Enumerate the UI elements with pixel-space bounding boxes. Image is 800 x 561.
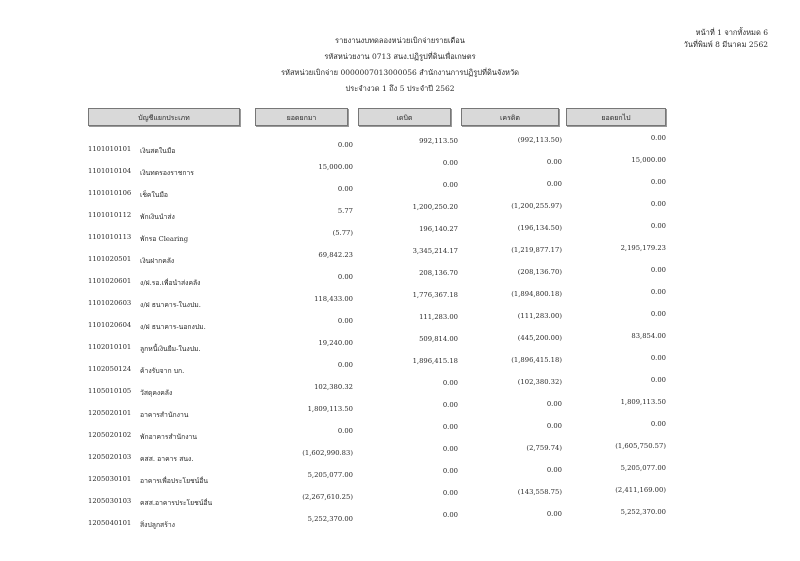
table-row xyxy=(0,464,800,490)
account-name: ง/ฝ ธนาคาร-นอกงปม. xyxy=(140,323,206,331)
brought-forward-value: 118,433.00 xyxy=(314,295,353,303)
report-title: รายงานงบทดลองหน่วยเบิกจ่ายรายเดือน xyxy=(335,36,465,45)
account-code: 1205020101 xyxy=(88,409,132,417)
debit-value: 992,113.50 xyxy=(419,137,458,145)
brought-forward-value: 1,809,113.50 xyxy=(307,405,353,413)
account-name: คสส.อาคารประโยชน์อื่น xyxy=(140,499,213,507)
brought-forward-value: (1,602,990.83) xyxy=(302,449,353,457)
credit-value: 0.00 xyxy=(546,510,562,518)
account-name: ง/ฝ ธนาคาร-ในงปม. xyxy=(140,301,201,309)
brought-forward-value: 5.77 xyxy=(337,207,353,215)
account-code: 1101020604 xyxy=(88,321,132,329)
brought-forward-value: 0.00 xyxy=(337,185,353,193)
period-line: ประจำงวด 1 ถึง 5 ประจำปี 2562 xyxy=(345,84,455,93)
debit-value: 196,140.27 xyxy=(419,225,458,233)
brought-forward-value: 0.00 xyxy=(337,141,353,149)
table-row xyxy=(0,376,800,402)
debit-value: 0.00 xyxy=(442,511,458,519)
account-code: 1205020102 xyxy=(88,431,132,439)
account-code: 1101010101 xyxy=(88,145,132,153)
brought-forward-value: 102,380.32 xyxy=(314,383,353,391)
account-code: 1102010101 xyxy=(88,343,132,351)
carried-forward-value: (2,411,169.00) xyxy=(615,486,666,494)
credit-value: (143,558.75) xyxy=(517,488,562,496)
account-name: อาคารเพื่อประโยชน์อื่น xyxy=(140,477,209,485)
debit-value: 0.00 xyxy=(442,379,458,387)
carried-forward-value: 5,205,077.00 xyxy=(620,464,666,472)
carried-forward-value: 0.00 xyxy=(650,288,666,296)
col-header-brought-forward: ยอดยกมา xyxy=(255,108,348,126)
brought-forward-value: (2,267,610.25) xyxy=(302,493,353,501)
credit-value: (2,759.74) xyxy=(526,444,562,452)
brought-forward-value: 0.00 xyxy=(337,361,353,369)
account-name: เงินฝากคลัง xyxy=(140,257,175,265)
account-code: 1205020103 xyxy=(88,453,132,461)
carried-forward-value: 0.00 xyxy=(650,178,666,186)
brought-forward-value: 5,252,370.00 xyxy=(307,515,353,523)
credit-value: 0.00 xyxy=(546,158,562,166)
account-name: อาคารสำนักงาน xyxy=(140,411,189,419)
debit-value: 1,776,367.18 xyxy=(412,291,458,299)
carried-forward-value: 5,252,370.00 xyxy=(620,508,666,516)
account-name: พักเงินนำส่ง xyxy=(140,213,175,221)
debit-value: 0.00 xyxy=(442,159,458,167)
debit-value: 1,896,415.18 xyxy=(412,357,458,365)
table-row xyxy=(0,222,800,248)
account-code: 1101010113 xyxy=(88,233,132,241)
account-name: ค้างรับจาก บก. xyxy=(140,367,185,375)
account-name: พักรอ Clearing xyxy=(140,235,189,243)
credit-value: 0.00 xyxy=(546,466,562,474)
brought-forward-value: 15,000.00 xyxy=(318,163,353,171)
brought-forward-value: 69,842.23 xyxy=(318,251,353,259)
credit-value: (445,200.00) xyxy=(517,334,562,342)
col-header-account: บัญชีแยกประเภท xyxy=(88,108,240,126)
debit-value: 0.00 xyxy=(442,401,458,409)
carried-forward-value: 0.00 xyxy=(650,420,666,428)
account-name: วัสดุคงคลัง xyxy=(140,389,173,397)
table-row xyxy=(0,244,800,270)
account-code: 1102050124 xyxy=(88,365,132,373)
table-row xyxy=(0,442,800,468)
table-row xyxy=(0,200,800,226)
table-row xyxy=(0,178,800,204)
account-code: 1101020603 xyxy=(88,299,132,307)
table-row xyxy=(0,134,800,160)
account-code: 1205030101 xyxy=(88,475,132,483)
credit-value: (1,219,877.17) xyxy=(511,246,562,254)
debit-value: 0.00 xyxy=(442,181,458,189)
table-row xyxy=(0,398,800,424)
carried-forward-value: (1,605,750.57) xyxy=(615,442,666,450)
account-name: เงินทดรองราชการ xyxy=(140,169,194,177)
debit-value: 0.00 xyxy=(442,423,458,431)
carried-forward-value: 0.00 xyxy=(650,310,666,318)
account-name: ง/ฝ.รอ.เพื่อนำส่งคลัง xyxy=(140,279,201,287)
debit-value: 111,283.00 xyxy=(419,313,458,321)
page-info: หน้าที่ 1 จากทั้งหมด 6 xyxy=(695,28,768,37)
carried-forward-value: 83,854.00 xyxy=(631,332,666,340)
table-row xyxy=(0,486,800,512)
table-row xyxy=(0,310,800,336)
credit-value: (1,896,415.18) xyxy=(511,356,562,364)
account-name: ลูกหนี้เงินยืม-ในงปม. xyxy=(140,345,201,353)
credit-value: 0.00 xyxy=(546,180,562,188)
debit-value: 3,345,214.17 xyxy=(412,247,458,255)
debit-value: 509,814.00 xyxy=(419,335,458,343)
credit-value: (1,894,800.18) xyxy=(511,290,562,298)
credit-value: (196,134.50) xyxy=(517,224,562,232)
account-code: 1205040101 xyxy=(88,519,132,527)
col-header-debit: เดบิต xyxy=(358,108,451,126)
brought-forward-value: 5,205,077.00 xyxy=(307,471,353,479)
debit-value: 0.00 xyxy=(442,489,458,497)
credit-value: (208,136.70) xyxy=(517,268,562,276)
carried-forward-value: 0.00 xyxy=(650,354,666,362)
carried-forward-value: 0.00 xyxy=(650,376,666,384)
account-code: 1205030103 xyxy=(88,497,132,505)
table-row xyxy=(0,288,800,314)
carried-forward-value: 0.00 xyxy=(650,134,666,142)
account-code: 1101010104 xyxy=(88,167,132,175)
account-code: 1101010112 xyxy=(88,211,132,219)
debit-value: 208,136.70 xyxy=(419,269,458,277)
brought-forward-value: 19,240.00 xyxy=(318,339,353,347)
table-row xyxy=(0,332,800,358)
brought-forward-value: (5.77) xyxy=(332,229,353,237)
credit-value: 0.00 xyxy=(546,422,562,430)
account-code: 1105010105 xyxy=(88,387,132,395)
brought-forward-value: 0.00 xyxy=(337,427,353,435)
carried-forward-value: 15,000.00 xyxy=(631,156,666,164)
table-row xyxy=(0,266,800,292)
table-row xyxy=(0,156,800,182)
credit-value: (992,113.50) xyxy=(517,136,562,144)
credit-value: (1,200,255.97) xyxy=(511,202,562,210)
carried-forward-value: 1,809,113.50 xyxy=(620,398,666,406)
brought-forward-value: 0.00 xyxy=(337,273,353,281)
col-header-credit: เครดิต xyxy=(461,108,559,126)
table-row xyxy=(0,420,800,446)
account-name: เช็คในมือ xyxy=(140,191,169,199)
account-name: เงินสดในมือ xyxy=(140,147,176,155)
table-row xyxy=(0,508,800,534)
account-code: 1101010106 xyxy=(88,189,132,197)
carried-forward-value: 0.00 xyxy=(650,200,666,208)
carried-forward-value: 0.00 xyxy=(650,266,666,274)
credit-value: 0.00 xyxy=(546,400,562,408)
account-code: 1101020601 xyxy=(88,277,132,285)
debit-value: 0.00 xyxy=(442,467,458,475)
print-date: วันที่พิมพ์ 8 มีนาคม 2562 xyxy=(683,40,768,49)
debit-value: 0.00 xyxy=(442,445,458,453)
debit-value: 1,200,250.20 xyxy=(412,203,458,211)
brought-forward-value: 0.00 xyxy=(337,317,353,325)
table-row xyxy=(0,354,800,380)
col-header-carried-forward: ยอดยกไป xyxy=(566,108,666,126)
account-code: 1101020501 xyxy=(88,255,132,263)
account-name: สิ่งปลูกสร้าง xyxy=(140,521,175,529)
account-name: คสส. อาคาร สนง. xyxy=(140,455,194,463)
disbursing-unit-line: รหัสหน่วยเบิกจ่าย 0000007013000056 สำนักงานการปฏิรูปที่ดินจังหวัด xyxy=(280,68,520,77)
agency-line: รหัสหน่วยงาน 0713 สนง.ปฏิรูปที่ดินเพื่อเกษตร xyxy=(324,52,476,61)
account-name: พักอาคารสำนักงาน xyxy=(140,433,198,441)
credit-value: (111,283.00) xyxy=(517,312,562,320)
credit-value: (102,380.32) xyxy=(517,378,562,386)
carried-forward-value: 2,195,179.23 xyxy=(620,244,666,252)
carried-forward-value: 0.00 xyxy=(650,222,666,230)
